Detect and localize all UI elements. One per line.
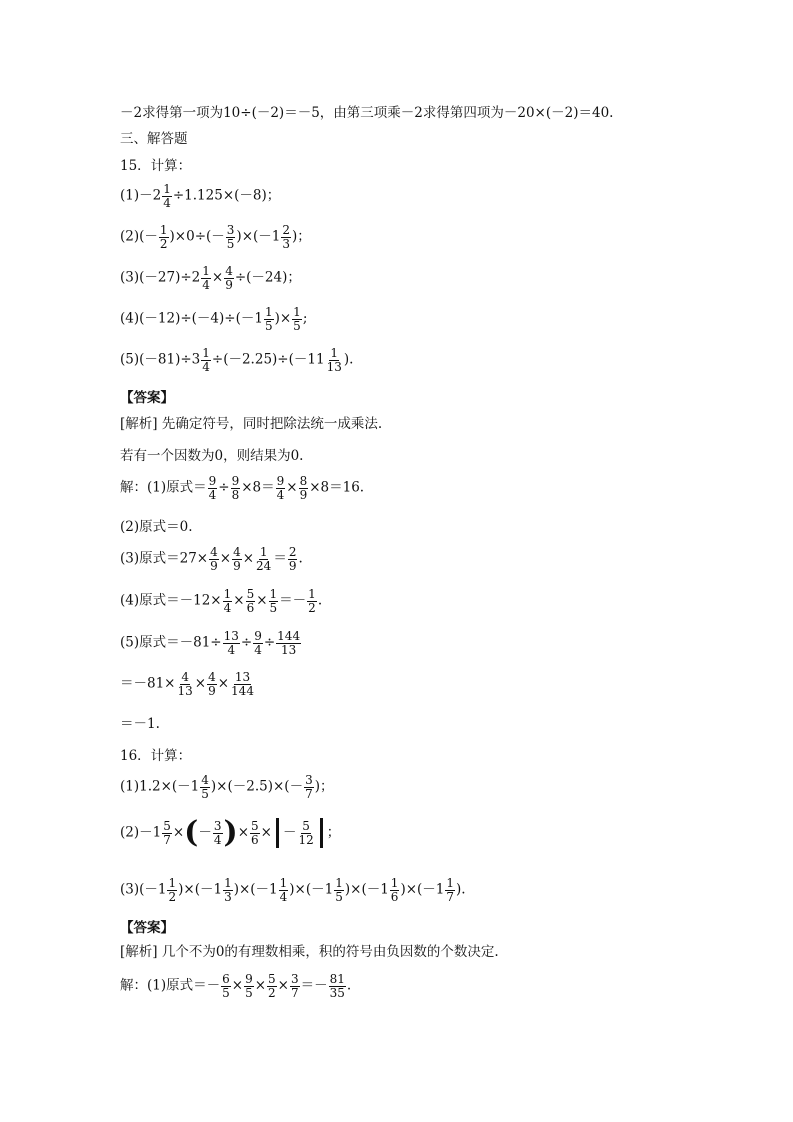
q15-analysis-1: [解析] 先确定符号，同时把除法统一成乘法. <box>120 416 383 432</box>
q16-item-3: (3)(－1 $\frac{1}{2}$ )×(－1 $\frac{1}{3}$ )×(－1 $\frac{1}{4}$ )×(－1 $\frac{1}{5}$ )×(－1 $\frac{1}{6}$ )×(－1 $\frac{1}{7}$ ). <box>120 876 466 904</box>
q15-title: 15．计算： <box>120 158 192 174</box>
q16-item-1: (1)1.2×(－1 $\frac{4}{5}$ )×(－2.5)×(－ $\frac{3}{7}$ )； <box>120 773 334 801</box>
q15-solution-3: (3)原式＝27× $\frac{4}{9}$ × $\frac{4}{9}$ × $\frac{1}{24}$ ＝ $\frac{2}{9}$ . <box>120 545 303 573</box>
q16-title: 16．计算： <box>120 748 192 764</box>
q15-item-1: (1)－2 $\frac{1}{4}$ ÷1.125×(－8)； <box>120 182 281 210</box>
answer-label-16: 【答案】 <box>120 920 174 936</box>
q15-item-4: (4)(－12)÷(－4)÷(－1 $\frac{1}{5}$ )× $\frac{1}{5}$ ; <box>120 305 308 333</box>
section-title: 三、解答题 <box>120 131 188 147</box>
q16-solution-1: 解：(1)原式＝－ $\frac{6}{5}$ × $\frac{9}{5}$ × $\frac{5}{2}$ × $\frac{3}{7}$ ＝－ $\frac{81}{35}$ . <box>120 972 352 1000</box>
q16-item-2: (2)－1 $\frac{5}{7}$ ×(－ $\frac{3}{4}$ )× $\frac{5}{6}$ × － $\frac{5}{12}$ ； <box>120 815 341 850</box>
q15-item-3: (3)(－27)÷2 $\frac{1}{4}$ × $\frac{4}{9}$ ÷(－24)； <box>120 264 301 292</box>
q15-solution-5b: ＝－81× $\frac{4}{13}$ × $\frac{4}{9}$ × $\frac{13}{144}$ <box>120 670 254 698</box>
answer-label-15: 【答案】 <box>120 390 174 406</box>
q15-solution-4: (4)原式＝－12× $\frac{1}{4}$ × $\frac{5}{6}$ × $\frac{1}{5}$ ＝－ $\frac{1}{2}$ . <box>120 587 323 615</box>
q15-item-2: (2)(－ $\frac{1}{2}$ )×0÷(－ $\frac{3}{5}$ )×(－1 $\frac{2}{3}$ )； <box>120 223 311 251</box>
q15-solution-5a: (5)原式＝－81÷ $\frac{13}{4}$ ÷ $\frac{9}{4}$ ÷ $\frac{144}{13}$ <box>120 629 301 657</box>
q16-analysis: [解析] 几个不为0的有理数相乘，积的符号由负因数的个数决定. <box>120 944 499 960</box>
q15-solution-2: (2)原式＝0. <box>120 519 193 535</box>
q15-item-5: (5)(－81)÷3 $\frac{1}{4}$ ÷(－2.25)÷(－11 $\frac{1}{13}$ ). <box>120 346 354 374</box>
q15-analysis-2: 若有一个因数为0，则结果为0. <box>120 448 304 464</box>
q15-solution-1: 解：(1)原式＝ $\frac{9}{4}$ ÷ $\frac{9}{8}$ ×8＝ $\frac{9}{4}$ × $\frac{8}{9}$ ×8＝16. <box>120 474 365 502</box>
continuation-text: －2求得第一项为10÷(－2)＝－5，由第三项乘－2求得第四项为－20×(－2)＝40. <box>120 105 614 121</box>
q15-solution-5c: ＝－1. <box>120 716 160 732</box>
